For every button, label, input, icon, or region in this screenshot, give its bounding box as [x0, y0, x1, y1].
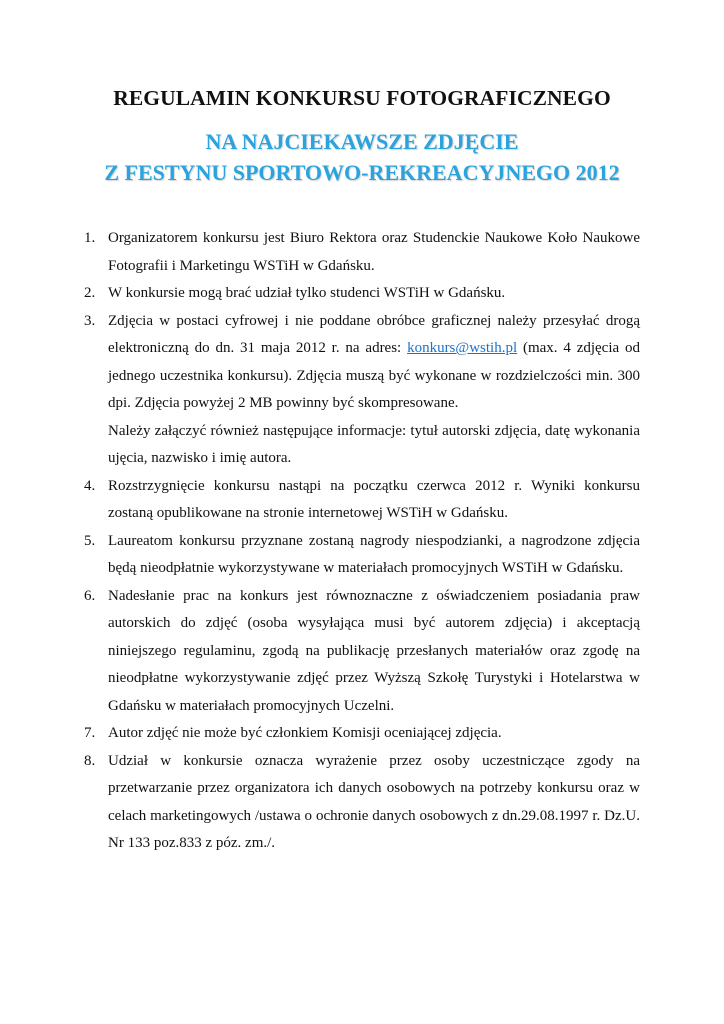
rule-number: 4. — [84, 477, 96, 494]
rule-item-6 — [84, 583, 640, 721]
rule-text: Laureatom konkursu przyznane zostaną nagrody niespodzianki, a nagrodzone zdjęcia będą nieodpłatnie wykorzystywane w materiałach promocyjnych WSTiH w Gdańsku. — [108, 532, 640, 576]
rule-number: 8. — [84, 752, 96, 769]
document-subtitle-line1: NA NAJCIEKAWSZE ZDJĘCIE — [205, 129, 519, 154]
rule-text-before-email: Zdjęcia w postaci cyfrowej i nie poddane obróbce graficznej należy przesyłać drogą elektroniczną do dn. 31 maja 2012 r. na adres: — [108, 312, 640, 356]
rule-number: 7. — [84, 725, 96, 741]
rule-text: W konkursie mogą brać udział tylko studenci WSTiH w Gdańsku. — [108, 285, 506, 301]
rule-item-7 — [84, 720, 640, 748]
rule-item-8 — [84, 748, 640, 858]
rule-item-5 — [84, 528, 640, 583]
rule-item-1 — [84, 225, 640, 280]
rules-list — [84, 225, 640, 858]
email-link[interactable]: konkurs@wstih.pl — [407, 340, 518, 356]
rule-text: Autor zdjęć nie może być członkiem Komisji oceniającej zdjęcia. — [108, 725, 502, 741]
document-subtitle-line2: Z FESTYNU SPORTOWO-REKREACYJNEGO 2012 — [104, 160, 620, 185]
rule-number: 2. — [84, 285, 96, 301]
document-title: REGULAMIN KONKURSU FOTOGRAFICZNEGO — [113, 86, 611, 110]
rule-number: 3. — [84, 312, 96, 329]
rule-extra-text: Należy załączyć również następujące informacje: tytuł autorski zdjęcia, datę wykonania ujęcia, nazwisko i imię autora. — [108, 422, 640, 466]
rule-number: 6. — [84, 587, 96, 604]
rule-item-4 — [84, 473, 640, 528]
rule-text — [108, 308, 640, 418]
rule-text: Organizatorem konkursu jest Biuro Rektora oraz Studenckie Naukowe Koło Naukowe Fotografii i Marketingu WSTiH w Gdańsku. — [108, 230, 640, 274]
rule-text: Rozstrzygnięcie konkursu nastąpi na początku czerwca 2012 r. Wyniki konkursu zostaną opublikowane na stronie internetowej WSTiH w Gdańsku. — [108, 477, 640, 521]
rule-text-after-email: (max. 4 zdjęcia od jednego uczestnika konkursu). Zdjęcia muszą być wykonane w rozdzielczości min. 300 dpi. Zdjęcia powyżej 2 MB powinny być skompresowane. — [108, 340, 640, 411]
rule-number: 1. — [84, 230, 96, 246]
rule-item-2 — [84, 280, 640, 308]
rule-item-3 — [84, 308, 640, 473]
rule-text: Nadesłanie prac na konkurs jest równoznaczne z oświadczeniem posiadania praw autorskich do zdjęć (osoba wysyłająca musi być autorem zdjęcia) i akceptacją niniejszego regulaminu, zgodą na publikację przesłanych materiałów oraz zgodę na nieodpłatne wykorzystywanie zdjęć przez Wyższą Szkołę Turystyki i Hotelarstwa w Gdańsku w materiałach promocyjnych Uczelni. — [108, 587, 640, 714]
rule-number: 5. — [84, 532, 96, 549]
rule-text: Udział w konkursie oznacza wyrażenie przez osoby uczestniczące zgody na przetwarzanie przez organizatora ich danych osobowych na potrzeby konkursu oraz w celach marketingowych /ustawa o ochronie danych osobowych z dn.29.08.1997 r. Dz.U. Nr 133 poz.833 z póz. zm./. — [108, 752, 640, 851]
